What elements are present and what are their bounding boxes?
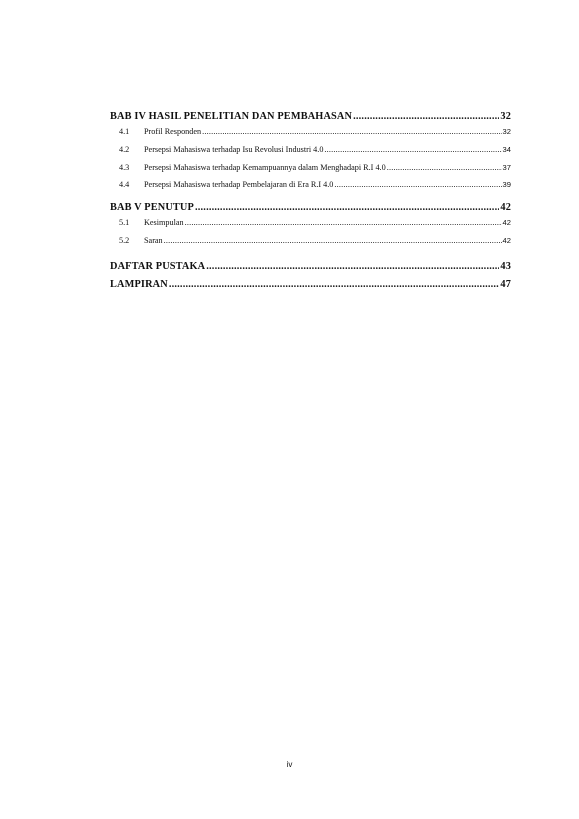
toc-chapter-4[interactable]	[110, 110, 511, 123]
section-title: Persepsi Mahasiswa terhadap Pembelajaran di Era R.I 4.0	[144, 180, 334, 190]
section-page: 39	[502, 180, 511, 190]
chapter-page: 32	[500, 111, 511, 122]
chapter-title: BAB IV HASIL PENELITIAN DAN PEMBAHASAN	[110, 111, 353, 122]
toc-lampiran[interactable]	[110, 278, 511, 291]
table-of-contents	[110, 110, 511, 291]
section-page: 32	[502, 127, 511, 136]
dot-leader	[353, 110, 499, 123]
toc-section-4-4[interactable]	[110, 176, 511, 194]
section-number: 4.4	[119, 180, 130, 190]
toc-section-4-1[interactable]	[110, 123, 511, 141]
chapter-page: 43	[500, 260, 511, 272]
chapter-page: 42	[500, 202, 511, 214]
section-page: 42	[502, 235, 511, 245]
section-title: Kesimpulan	[144, 218, 184, 228]
dot-leader	[195, 201, 499, 214]
dot-leader	[202, 123, 501, 141]
section-number: 5.2	[119, 235, 130, 245]
chapter-title: LAMPIRAN	[110, 278, 168, 290]
section-number: 4.1	[119, 127, 130, 136]
page-number: iv	[286, 760, 293, 769]
dot-leader	[324, 141, 501, 159]
chapter-page: 47	[500, 278, 511, 290]
dot-leader	[185, 214, 502, 232]
toc-daftar-pustaka[interactable]	[110, 260, 511, 273]
section-title: Persepsi Mahasiswa terhadap Isu Revolusi Industri 4.0	[144, 144, 324, 154]
toc-section-4-2[interactable]	[110, 141, 511, 159]
section-page: 34	[502, 144, 511, 154]
chapter-title: BAB V PENUTUP	[110, 202, 194, 214]
dot-leader	[387, 159, 502, 177]
toc-chapter-5[interactable]	[110, 201, 511, 214]
section-title: Profil Responden	[144, 127, 202, 136]
toc-section-5-1[interactable]	[110, 214, 511, 232]
section-page: 37	[502, 162, 511, 172]
dot-leader	[334, 176, 501, 194]
chapter-title: DAFTAR PUSTAKA	[110, 260, 206, 272]
section-number: 4.2	[119, 144, 130, 154]
dot-leader	[164, 232, 502, 250]
dot-leader	[206, 260, 499, 273]
section-number: 4.3	[119, 162, 130, 172]
dot-leader	[169, 278, 500, 291]
section-title: Saran	[144, 235, 163, 245]
toc-section-5-2[interactable]	[110, 232, 511, 250]
section-number: 5.1	[119, 218, 130, 228]
section-page: 42	[502, 218, 511, 228]
section-title: Persepsi Mahasiswa terhadap Kemampuannya dalam Menghadapi R.I 4.0	[144, 162, 386, 172]
toc-section-4-3[interactable]	[110, 159, 511, 177]
